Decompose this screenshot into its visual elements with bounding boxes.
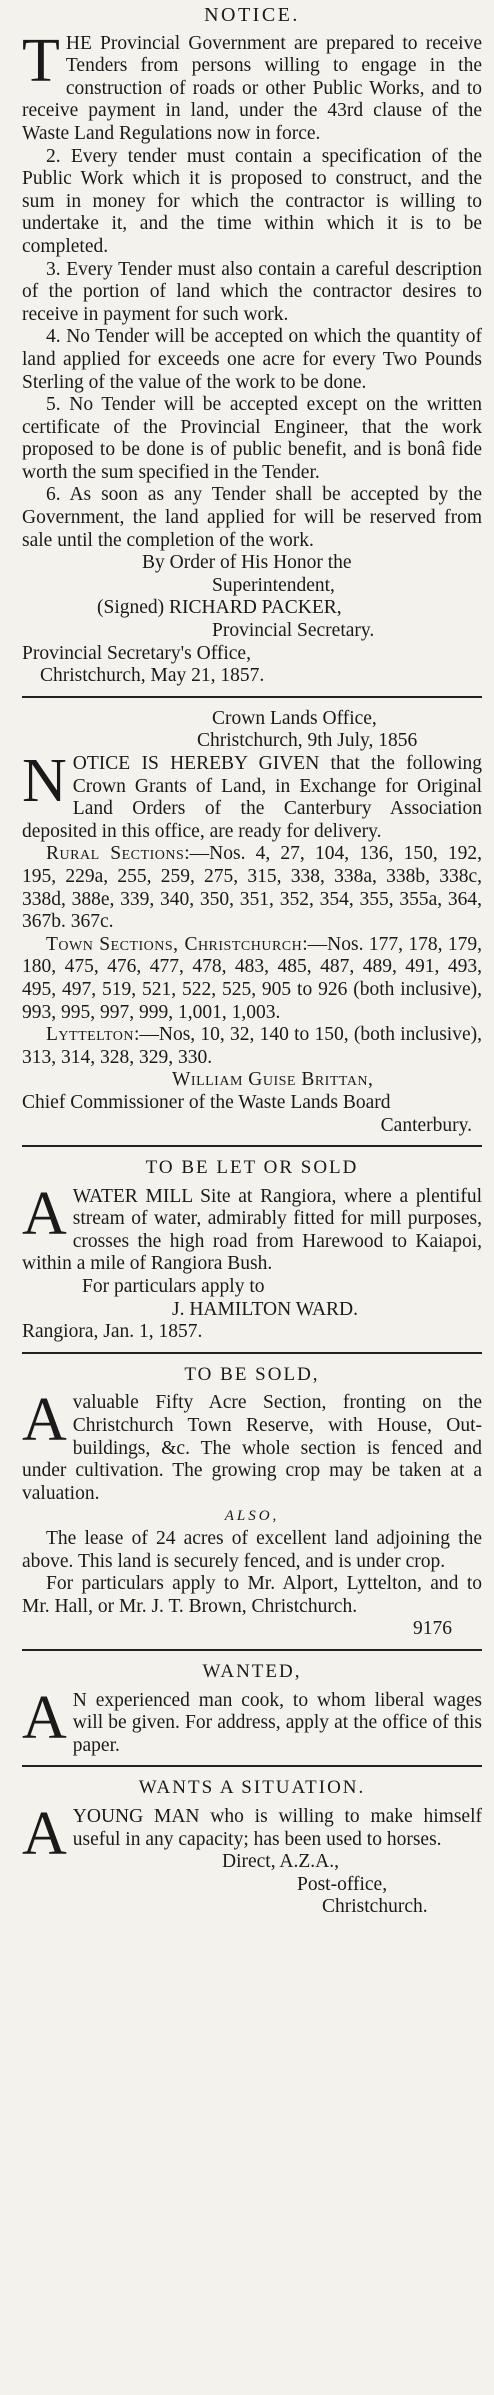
ad-body: Avaluable Fifty Acre Section, fronting on the Christchurch Town Reserve, with House, Out-buildings, &c. The whole section is fenced and under cultivation. The growing crop may be taken at a valuation.	[22, 1386, 482, 1504]
post-office-line: Post-office,	[297, 1873, 388, 1895]
notice-para-3: 3. Every Tender must also contain a careful description of the portion of land which the contractor desires to receive in payment for such work.	[22, 258, 482, 325]
ad-heading: WANTS A SITUATION.	[138, 1777, 366, 1799]
signature-title: Provincial Secretary.	[212, 620, 375, 642]
divider	[22, 1765, 482, 1767]
signer-title: Chief Commissioner of the Waste Lands Board	[22, 1091, 391, 1113]
advertiser-name: J. HAMILTON WARD.	[172, 1298, 358, 1320]
order-line-2: Superintendent,	[212, 574, 335, 596]
drop-cap: A	[22, 1683, 67, 1752]
ad-heading: TO BE LET OR SOLD	[145, 1157, 359, 1179]
notice-para-2: 2. Every tender must contain a specification of the Public Work which it is proposed to construct, and the sum in money for which the contractor is willing to undertake it, and the time within which it is to be completed.	[22, 145, 482, 257]
office-line-2: Christchurch, 9th July, 1856	[197, 730, 418, 752]
ad-heading: TO BE SOLD,	[184, 1363, 320, 1385]
direct-line: Direct, A.Z.A.,	[222, 1851, 339, 1873]
town-sections: Town Sections, Christchurch:—Nos. 177, 178, 179, 180, 475, 476, 477, 478, 483, 485, 487, 489, 491, 493, 495, 497, 519, 521, 522, 525, 905 to 926 (both inclusive), 993, 995, 997, 999, 1,001, 1,003.	[22, 933, 482, 1023]
rural-sections: Rural Sections:—Nos. 4, 27, 104, 136, 150, 192, 195, 229a, 255, 259, 275, 315, 338, 338a, 338b, 338c, 338d, 388e, 339, 340, 350, 351, 352, 354, 355, 355a, 364, 367b. 367c.	[22, 843, 482, 933]
signature: (Signed) RICHARD PACKER,	[97, 597, 342, 619]
ad-water-mill	[22, 1157, 482, 1344]
notice-heading: NOTICE.	[204, 4, 300, 26]
place-date: Rangiora, Jan. 1, 1857.	[22, 1321, 203, 1343]
signer-place: Canterbury.	[380, 1114, 472, 1136]
place-date: Christchurch, May 21, 1857.	[40, 665, 265, 687]
office-line: Provincial Secretary's Office,	[22, 642, 251, 664]
notice2-para-1: NOTICE IS HEREBY GIVEN that the following Crown Grants of Land, in Exchange for Original Land Orders of the Canterbury Association deposited in this office, are ready for delivery.	[22, 747, 482, 842]
notice-para-1: THE Provincial Government are prepared to receive Tenders from persons willing to engage in the construction of roads or other Public Works, and to receive payment in land, under the 43rd clause of the Waste Land Regulations now in force.	[22, 26, 482, 144]
drop-cap: T	[22, 26, 60, 95]
particulars-para: For particulars apply to Mr. Alport, Lyttelton, and to Mr. Hall, or Mr. J. T. Brown, Christchurch.	[22, 1573, 482, 1617]
drop-cap: A	[22, 1799, 67, 1868]
ad-wanted	[22, 1661, 482, 1757]
reference-number: 9176	[413, 1618, 452, 1640]
order-line-1: By Order of His Honor the	[142, 552, 352, 574]
divider	[22, 1649, 482, 1651]
drop-cap: A	[22, 1179, 67, 1248]
lyttelton-sections: Lyttelton:—Nos, 10, 32, 140 to 150, (both inclusive), 313, 314, 328, 329, 330.	[22, 1024, 482, 1068]
office-line-1: Crown Lands Office,	[212, 707, 377, 729]
notice-para-4: 4. No Tender will be accepted on which the quantity of land applied for exceeds one acre for every Two Pounds Sterling of the value of the work to be done.	[22, 326, 482, 393]
also-label: ALSO,	[224, 1508, 280, 1525]
lease-para: The lease of 24 acres of excellent land adjoining the above. This land is securely fenced, and is under crop.	[22, 1528, 482, 1572]
divider	[22, 1352, 482, 1354]
notice-tenders	[22, 4, 482, 688]
ad-to-be-sold	[22, 1364, 482, 1641]
ad-body: A N experienced man cook, to whom liberal wages will be given. For address, apply at the office of this paper.	[22, 1683, 482, 1756]
drop-cap: A	[22, 1386, 67, 1455]
ad-situation	[22, 1777, 482, 1919]
notice-para-6: 6. As soon as any Tender shall be accepted by the Government, the land applied for will be reserved from sale until the completion of the work.	[22, 484, 482, 551]
signer-name: William Guise Brittan,	[172, 1069, 374, 1091]
ad-body: AWATER MILL Site at Rangiora, where a plentiful stream of water, admirably fitted for mill purposes, crosses the high road from Harewood to Kaiapoi, within a mile of Rangiora Bush.	[22, 1179, 482, 1275]
divider	[22, 696, 482, 698]
notice-crown-grants	[22, 708, 482, 1137]
drop-cap: N	[22, 747, 67, 815]
notice-para-5: 5. No Tender will be accepted except on the written certificate of the Provincial Engineer, that the work proposed to be done is of public benefit, and is bonâ fide worth the sum specified in the Tender.	[22, 394, 482, 483]
divider	[22, 1145, 482, 1147]
place-line: Christchurch.	[322, 1896, 428, 1918]
ad-heading: WANTED,	[202, 1660, 302, 1682]
ad-body: AYOUNG MAN who is willing to make himself useful in any capacity; has been used to horses.	[22, 1799, 482, 1868]
apply-line: For particulars apply to	[82, 1276, 265, 1298]
